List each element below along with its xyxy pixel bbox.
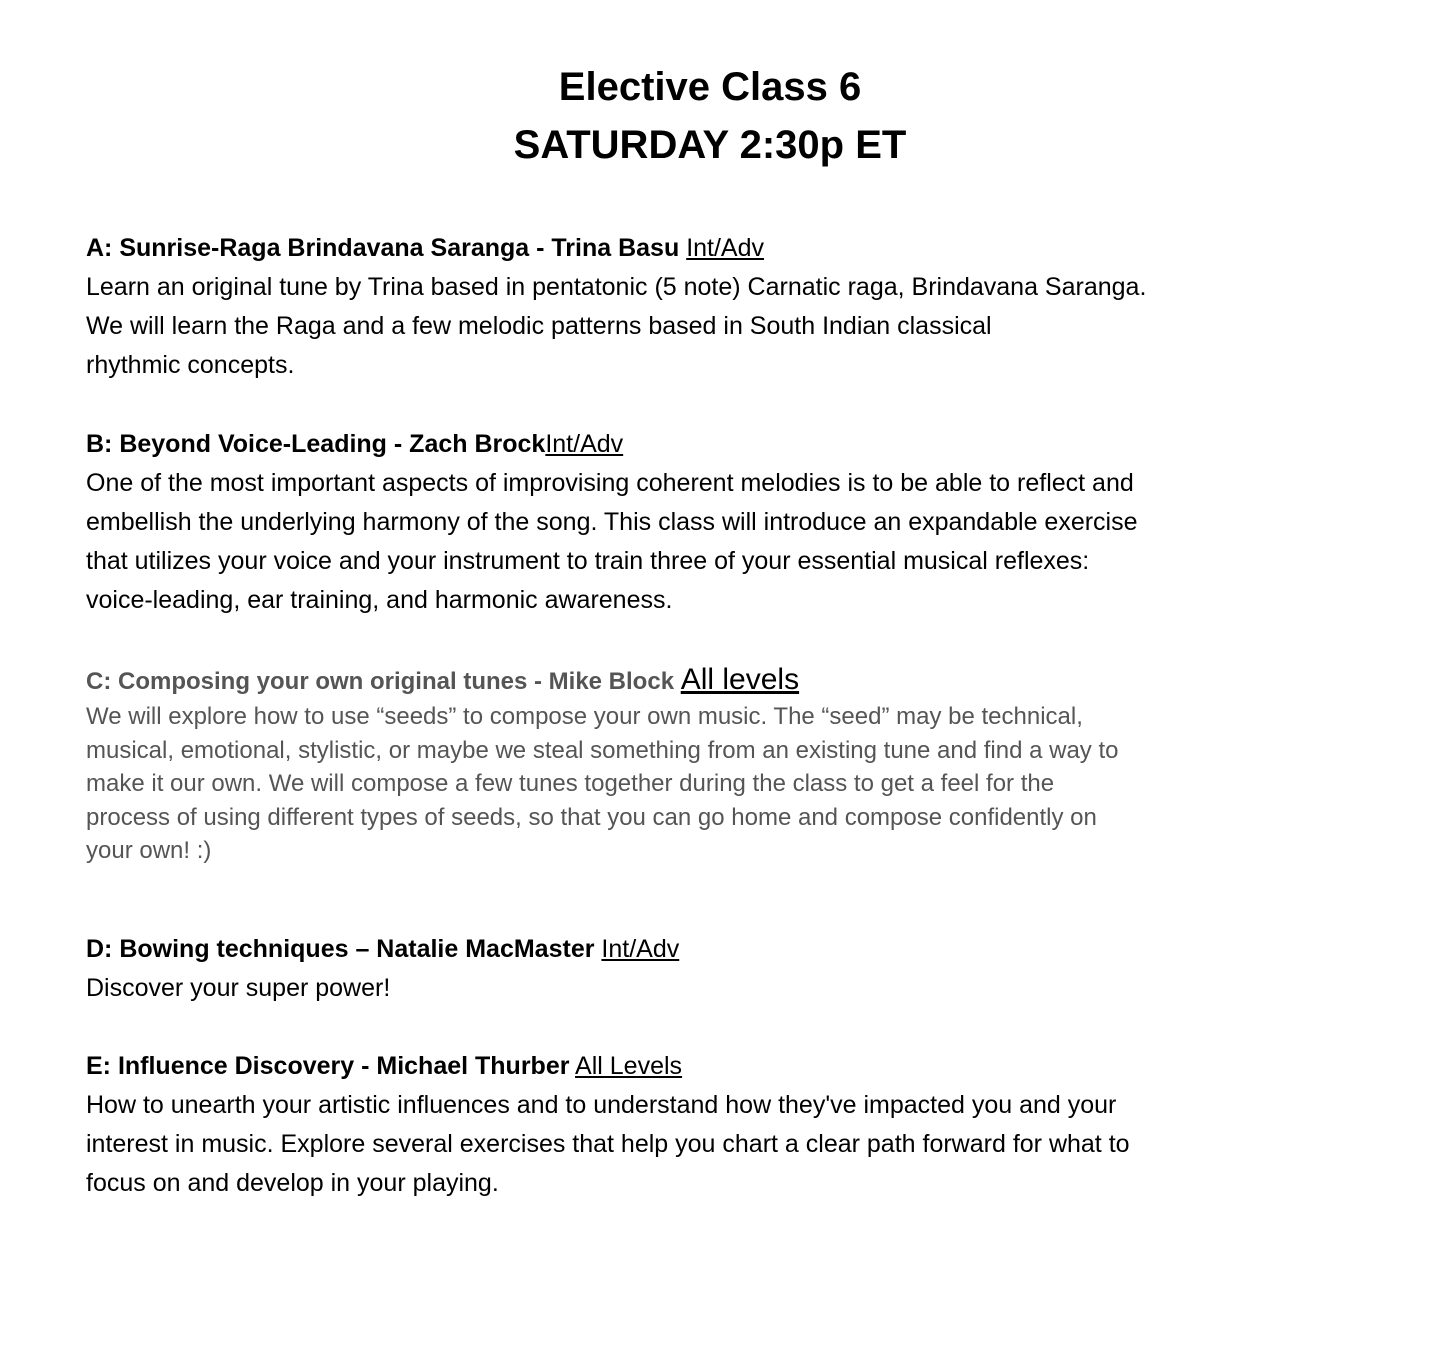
elective-c-title: C: Composing your own original tunes - Mike Block [86, 668, 675, 695]
description-line: make it our own. We will compose a few tunes together during the class to get a feel for the [86, 770, 1055, 798]
elective-b-heading [86, 425, 1386, 464]
description-line: One of the most important aspects of improvising coherent melodies is to be able to reflect and [86, 469, 1134, 497]
elective-a-description [86, 268, 1386, 385]
elective-c [86, 662, 1386, 868]
elective-d [86, 930, 1386, 1008]
elective-a-heading [86, 229, 1386, 268]
description-line: voice-leading, ear training, and harmonic awareness. [86, 586, 673, 614]
description-line: your own! :) [86, 837, 212, 865]
elective-b-title: B: Beyond Voice-Leading - Zach Brock [86, 430, 546, 458]
elective-e-level: All Levels [575, 1052, 683, 1080]
elective-d-level: Int/Adv [601, 935, 680, 963]
page-title [0, 58, 1420, 174]
description-line: focus on and develop in your playing. [86, 1169, 499, 1197]
elective-c-heading [86, 662, 1386, 700]
elective-d-title: D: Bowing techniques – Natalie MacMaster [86, 935, 595, 963]
elective-b-level: Int/Adv [545, 430, 624, 458]
description-line: rhythmic concepts. [86, 351, 295, 379]
description-line: embellish the underlying harmony of the song. This class will introduce an expandable exercise [86, 508, 1138, 536]
elective-a-level: Int/Adv [686, 234, 765, 262]
description-line: We will explore how to use “seeds” to compose your own music. The “seed” may be technical, [86, 703, 1083, 730]
description-line: that utilizes your voice and your instrument to train three of your essential musical reflexes: [86, 547, 1090, 575]
elective-b [86, 425, 1386, 620]
title-schedule: SATURDAY 2:30p ET [513, 123, 907, 167]
description-line: Learn an original tune by Trina based in pentatonic (5 note) Carnatic raga, Brindavana Saranga. [86, 273, 1147, 301]
description-line: Discover your super power! [86, 974, 391, 1002]
elective-d-description [86, 969, 1386, 1008]
elective-e-title: E: Influence Discovery - Michael Thurber [86, 1052, 570, 1080]
elective-d-heading [86, 930, 1386, 969]
title-class-name: Elective Class 6 [558, 65, 862, 109]
elective-a [86, 229, 1386, 385]
elective-e-description [86, 1086, 1386, 1203]
description-line: How to unearth your artistic influences and to understand how they've impacted you and your [86, 1091, 1117, 1119]
description-line: We will learn the Raga and a few melodic patterns based in South Indian classical [86, 312, 992, 340]
elective-c-description [86, 700, 1386, 868]
elective-c-level: All levels [680, 663, 800, 696]
description-line: interest in music. Explore several exercises that help you chart a clear path forward for what to [86, 1130, 1130, 1158]
description-line: musical, emotional, stylistic, or maybe we steal something from an existing tune and find a way to [86, 736, 1119, 764]
description-line: process of using different types of seeds, so that you can go home and compose confidently on [86, 803, 1097, 831]
elective-e [86, 1047, 1386, 1203]
elective-e-heading [86, 1047, 1386, 1086]
elective-b-description [86, 464, 1386, 620]
elective-a-title: A: Sunrise-Raga Brindavana Saranga - Trina Basu [86, 234, 680, 262]
